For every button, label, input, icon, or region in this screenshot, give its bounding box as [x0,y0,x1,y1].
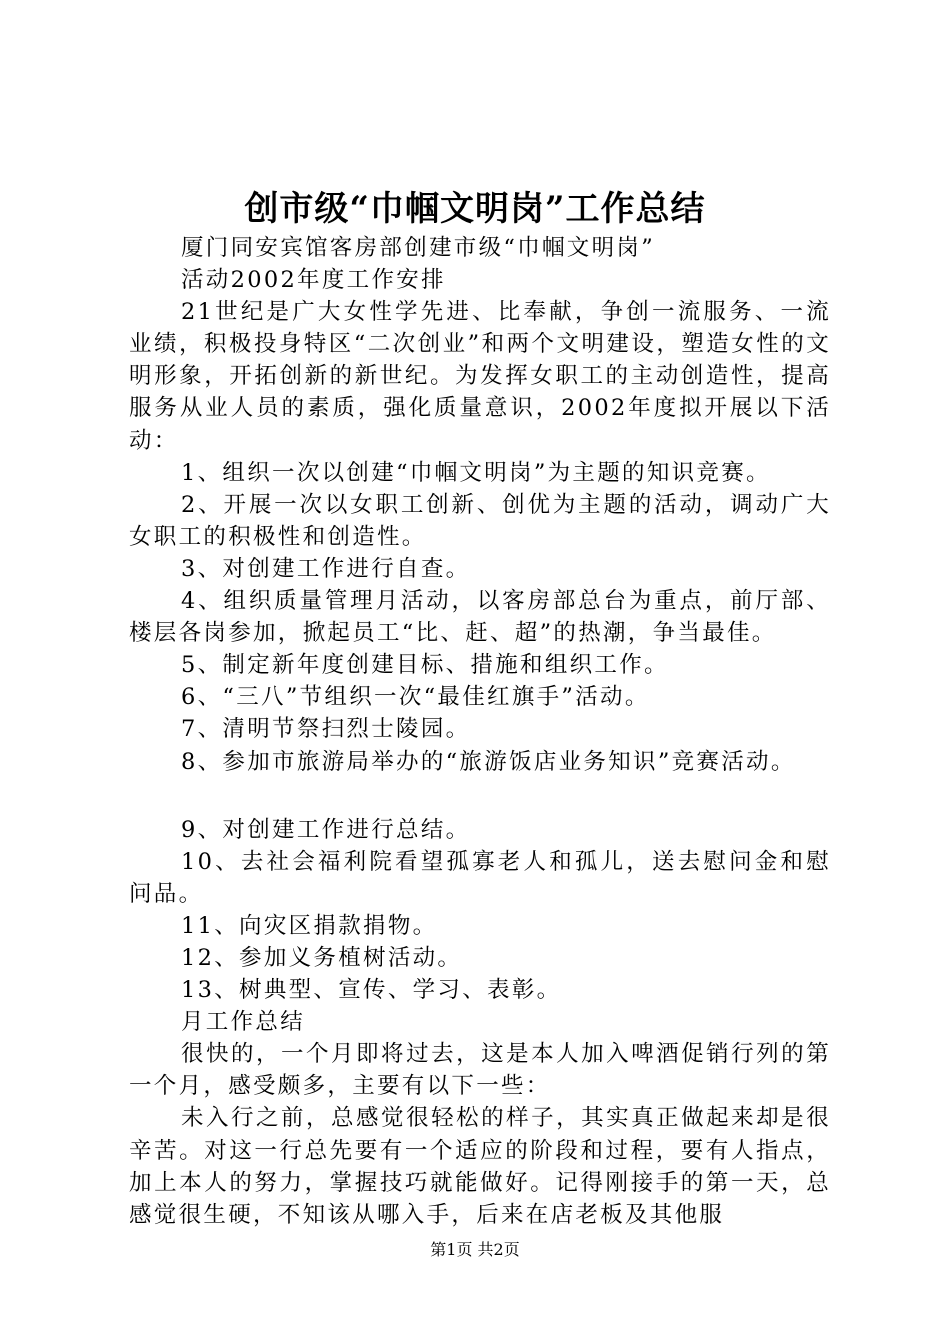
paragraph-intro-line2: 活动2002年度工作安排 [181,267,446,294]
document-title: 创市级“巾帼文明岗”工作总结 [244,189,706,229]
list-item-11: 11、向灾区捐款捐物。 [181,912,438,939]
paragraph-intro-line1: 厦门同安宾馆客房部创建市级“巾帼文明岗” [181,235,656,261]
list-item-13: 13、树典型、宣传、学习、表彰。 [181,977,562,1004]
paragraph-summary-body: 未入行之前，总感觉很轻松的样子，其实真正做起来却是很辛苦。对这一行总先要有一个适应的阶段和过程，要有人指点，加上本人的努力，掌握技巧就能做好。记得刚接手的第一天，总感觉很生硬，不知该从哪入手，后来在店老板及其他服 [129,1105,831,1228]
list-item-8: 8、参加市旅游局举办的“旅游饭店业务知识”竞赛活动。 [181,748,796,775]
page-number-footer: 第1页 共2页 [430,1240,520,1259]
list-item-7: 7、清明节祭扫烈士陵园。 [181,716,471,743]
section-heading-monthly-summary: 月工作总结 [181,1009,306,1036]
list-item-4: 4、组织质量管理月活动，以客房部总台为重点，前厅部、楼层各岗参加，掀起员工“比、赶、超”的热潮，争当最佳。 [129,588,831,647]
list-item-5: 5、制定新年度创建目标、措施和组织工作。 [181,652,669,679]
list-item-6: 6、“三八”节组织一次“最佳红旗手”活动。 [181,684,650,711]
list-item-9: 9、对创建工作进行总结。 [181,816,471,843]
list-item-10: 10、去社会福利院看望孤寡老人和孤儿，送去慰问金和慰问品。 [129,848,831,907]
paragraph-summary-intro: 很快的，一个月即将过去，这是本人加入啤酒促销行列的第一个月，感受颇多，主要有以下一些： [129,1041,831,1100]
list-item-3: 3、对创建工作进行自查。 [181,555,471,582]
list-item-2: 2、开展一次以女职工创新、创优为主题的活动，调动广大女职工的积极性和创造性。 [129,491,831,550]
list-item-1: 1、组织一次以创建“巾帼文明岗”为主题的知识竞赛。 [181,459,771,486]
paragraph-preamble: 21世纪是广大女性学先进、比奉献，争创一流服务、一流业绩，积极投身特区“二次创业”和两个文明建设，塑造女性的文明形象，开拓创新的新世纪。为发挥女职工的主动创造性，提高服务从业人员的素质，强化质量意识，2002年度拟开展以下活动： [129,299,831,454]
document-body [129,232,831,1231]
paragraph-spacer [129,778,831,814]
list-item-12: 12、参加义务植树活动。 [181,944,463,971]
